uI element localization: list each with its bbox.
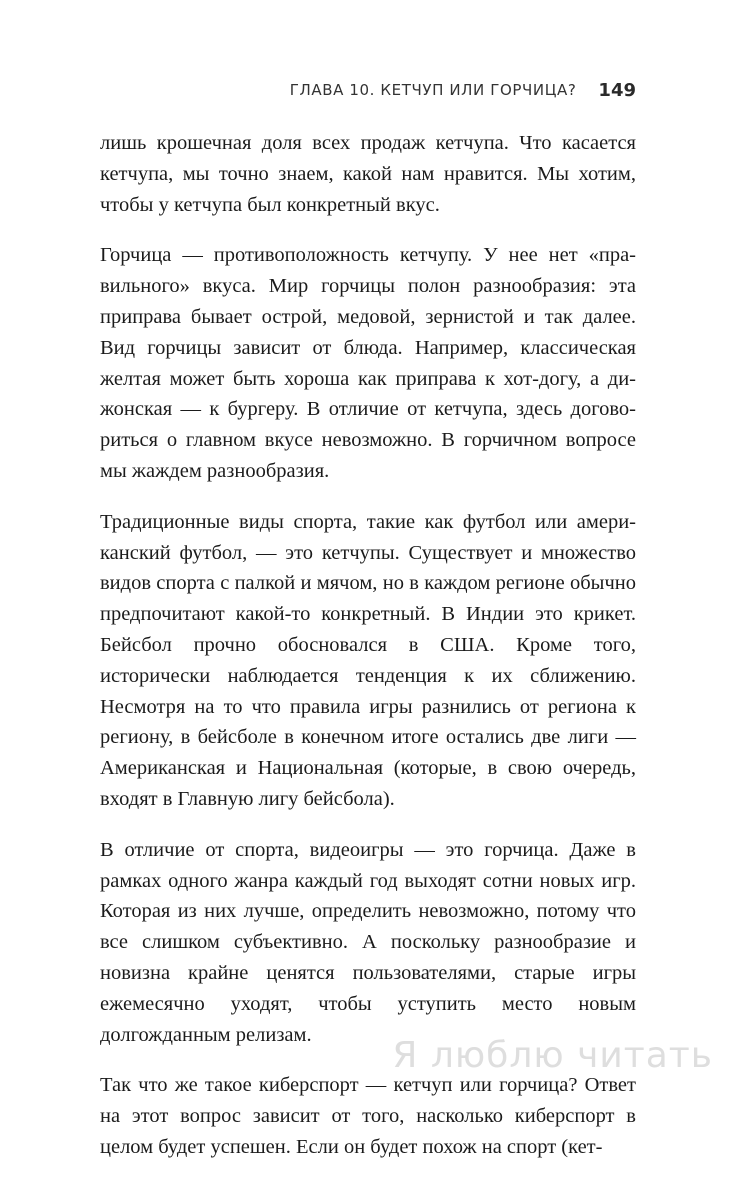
page-number: 149 [598, 79, 636, 101]
paragraph-ketchup-sales: лишь крошечная доля всех продаж кетчупа. Что касается кетчупа, мы точно знаем, какой нам нравится. Мы хотим, чтобы у кетчупа был конкретный вкус. [100, 132, 636, 216]
paragraph-mustard: Горчица — противоположность кетчупу. У нее нет «правильного» вкуса. Мир горчицы полон разнообразия: эта приправа бывает острой, медовой, зернистой и так далее. Вид горчицы зависит от блюда. Например, классическая желтая может быть хороша как приправа к хот-догу, а дижонская — к бургеру. В отличие от кетчупа, здесь договориться о главном вкусе невозможно. В горчичном вопросе мы жаждем разнообразия. [100, 244, 636, 482]
paragraph-traditional-sports: Традиционные виды спорта, такие как футбол или американский футбол, — это кетчупы. Существует и множество видов спорта с палкой и мячом, но в каждом регионе обычно предпочитают какой-то конкретный. В Индии это крикет. Бейсбол прочно обосновался в США. Кроме того, исторически наблюдается тенденция к их сближению. Несмотря на то что правила игры разнились от региона к региону, в бейсболе в конечном итоге остались две лиги — Американская и Национальная (которые, в свою очередь, входят в Главную лигу бейсбола). [100, 510, 636, 810]
chapter-title: ГЛАВА 10. КЕТЧУП ИЛИ ГОРЧИЦА? [289, 81, 577, 99]
paragraph-esports-question: Так что же такое киберспорт — кетчуп или горчица? Ответ на этот вопрос зависит от того, насколько киберспорт в целом будет успешен. Если он будет похож на спорт (кет- [100, 1074, 636, 1158]
paragraph-video-games: В отличие от спорта, видеоигры — это горчица. Даже в рамках одного жанра каждый год выходят сотни новых игр. Которая из них лучше, определить невозможно, потому что все слишком субъективно. А поскольку разнообразие и новизна крайне ценятся пользователями, старые игры ежемесячно уходят, чтобы уступить место новым долгожданным релизам. [100, 838, 636, 1046]
watermark: Я люблю читать [392, 1035, 713, 1076]
running-header [100, 73, 636, 107]
page-body [100, 128, 636, 1183]
